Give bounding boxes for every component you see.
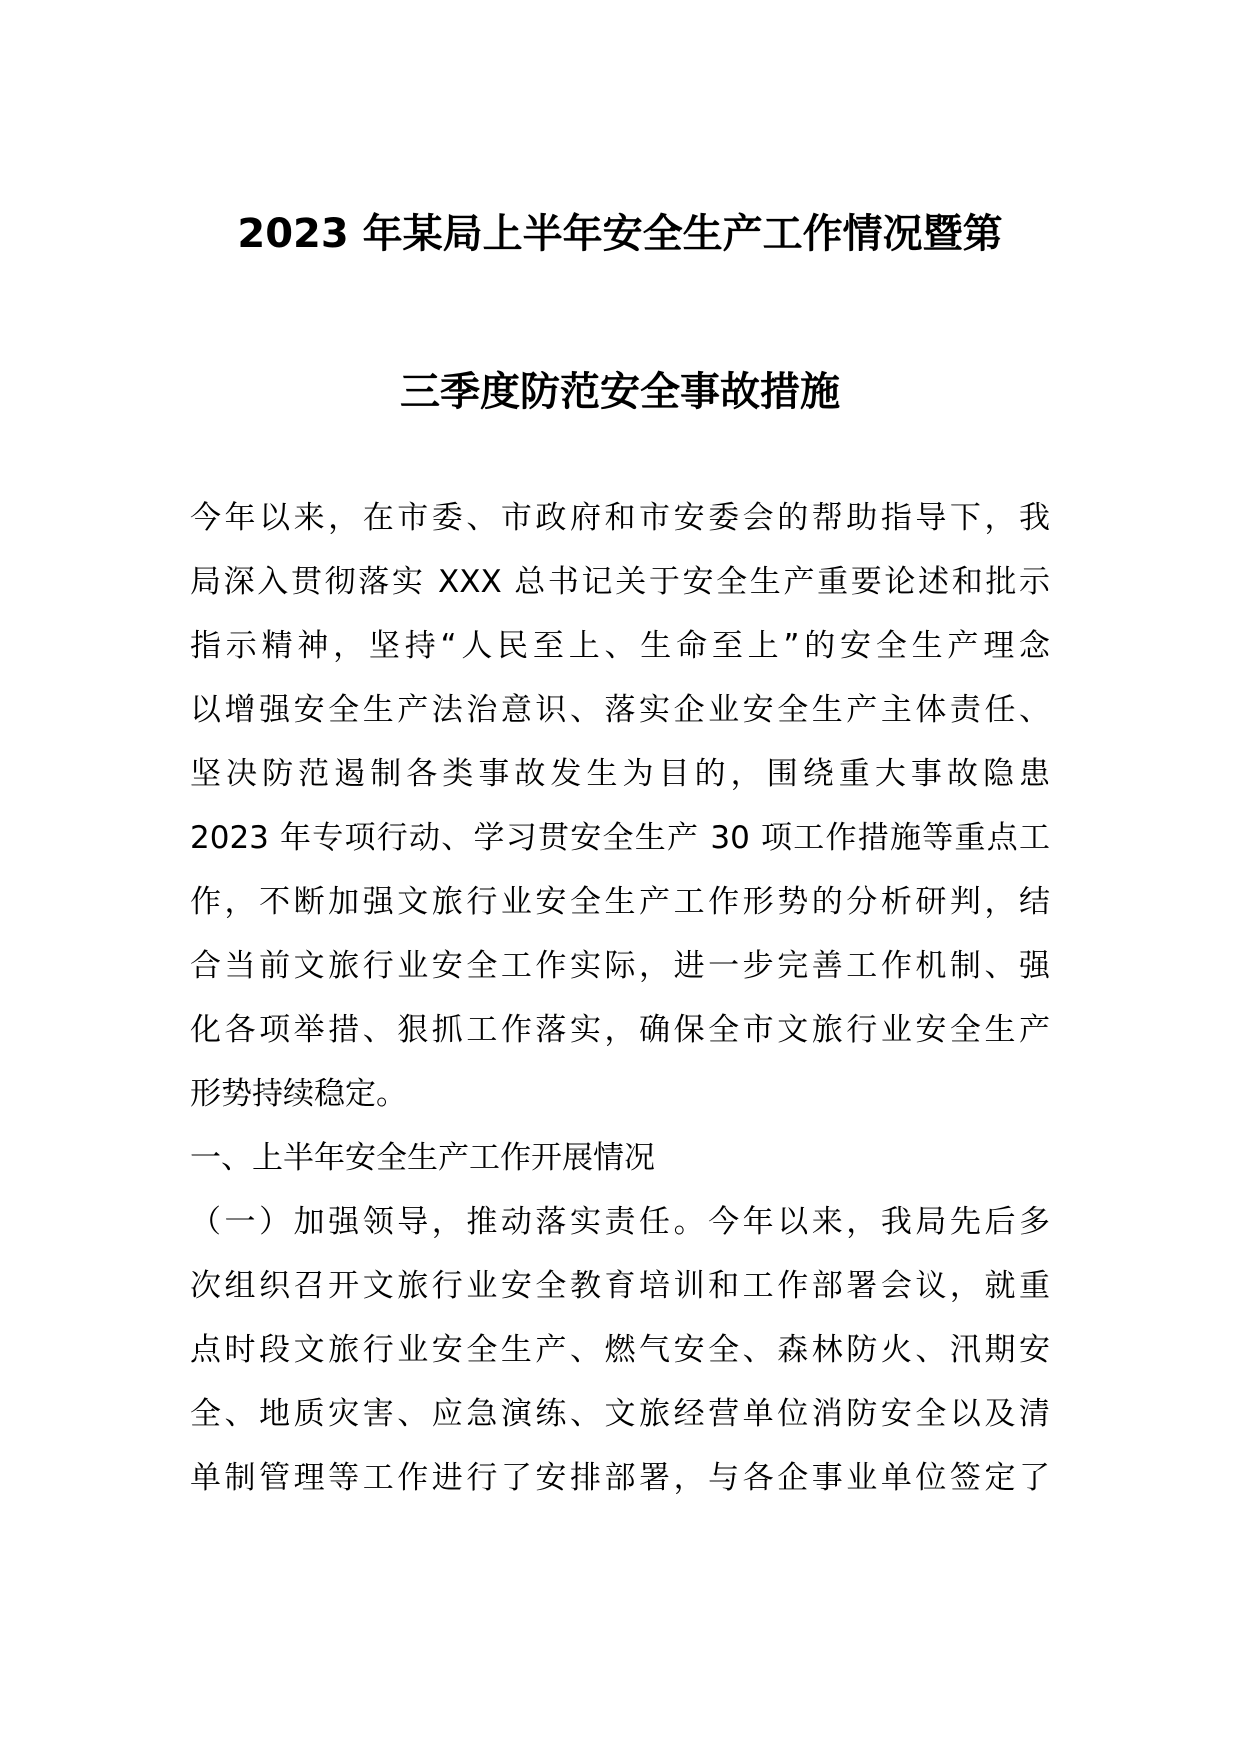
paragraph-line: 次组织召开文旅行业安全教育培训和工作部署会议，就重 [190, 1268, 1050, 1304]
paragraph-line: 合当前文旅行业安全工作实际，进一步完善工作机制、强 [190, 948, 1050, 984]
document-title-line-2: 三季度防范安全事故措施 [400, 369, 840, 415]
paragraph-line: 局深入贯彻落实 XXX 总书记关于安全生产重要论述和批示 [190, 564, 1050, 600]
paragraph-line: 形势持续稳定。 [190, 1076, 407, 1112]
paragraph-line: 单制管理等工作进行了安排部署，与各企事业单位签定了 [190, 1460, 1050, 1496]
paragraph-line: 作，不断加强文旅行业安全生产工作形势的分析研判，结 [190, 884, 1050, 920]
paragraph-line: 全、地质灾害、应急演练、文旅经营单位消防安全以及清 [190, 1396, 1050, 1432]
paragraph-line: 以增强安全生产法治意识、落实企业安全生产主体责任、 [190, 692, 1050, 728]
paragraph-line: 坚决防范遏制各类事故发生为目的，围绕重大事故隐患 [190, 756, 1050, 792]
paragraph-line: （一）加强领导，推动落实责任。今年以来，我局先后多 [190, 1204, 1050, 1240]
paragraph-line: 指示精神，坚持“人民至上、生命至上”的安全生产理念 [190, 628, 1050, 664]
paragraph-line: 今年以来，在市委、市政府和市安委会的帮助指导下，我 [190, 500, 1050, 536]
paragraph-line: 点时段文旅行业安全生产、燃气安全、森林防火、汛期安 [190, 1332, 1050, 1368]
document-title-line-1: 2023 年某局上半年安全生产工作情况暨第 [237, 211, 1003, 257]
paragraph-line: 化各项举措、狠抓工作落实，确保全市文旅行业安全生产 [190, 1012, 1050, 1048]
section-heading: 一、上半年安全生产工作开展情况 [190, 1140, 655, 1176]
paragraph-line: 2023 年专项行动、学习贯安全生产 30 项工作措施等重点工 [190, 820, 1050, 856]
